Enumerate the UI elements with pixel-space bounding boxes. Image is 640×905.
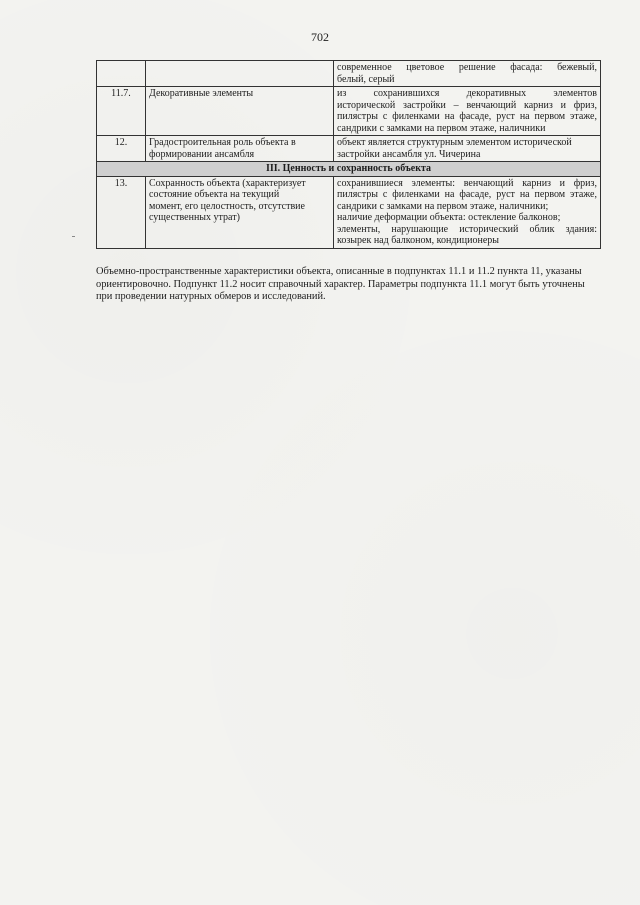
row-number-cell: [97, 61, 146, 87]
cell-line: сандрики с замками на первом этаже, наличники;: [337, 200, 549, 212]
scan-mark: [72, 236, 75, 237]
cell-line: современное цветовое решение фасада: бежевый,: [337, 62, 597, 73]
cell-line: объект является структурным элементом исторической: [337, 137, 572, 148]
footnote-line: при проведении натурных обмеров и исследований.: [96, 291, 326, 302]
table-row: [97, 61, 601, 87]
cell-line: Декоративные элементы: [149, 88, 254, 99]
row-number-cell: 12.: [97, 136, 146, 162]
object-characteristics-table: [96, 60, 601, 249]
cell-line: пилястры с филенками на фасаде, руст на первом этаже,: [337, 111, 597, 122]
footnote-line: ориентировочно. Подпункт 11.2 носит справочный характер. Параметры подпункта 11.1 могут быть уточнены: [96, 278, 585, 290]
cell-line: формировании ансамбля: [149, 148, 255, 160]
cell-line: наличие деформации объекта: остекление балконов;: [337, 212, 561, 223]
section-header-row: [97, 162, 601, 177]
cell-line: сандрики с замками на первом этаже, наличники: [337, 122, 546, 134]
cell-line: козырек над балконом, кондиционеры: [337, 235, 499, 246]
table-row: [97, 87, 601, 136]
cell-line: из сохранившихся декоративных элементов: [337, 88, 597, 99]
cell-line: момент, его целостность, отсутствие: [149, 200, 305, 212]
page-number: 702: [311, 30, 329, 44]
cell-line: Сохранность объекта (характеризует: [149, 177, 306, 189]
row-value-cell: [334, 136, 601, 162]
row-name-cell: [146, 176, 334, 248]
cell-line: застройки ансамбля ул. Чичерина: [337, 148, 481, 160]
cell-line: Градостроительная роль объекта в: [149, 137, 296, 148]
footnote-line: Объемно-пространственные характеристики объекта, описанные в подпунктах 11.1 и 11.2 пункта 11, указаны: [96, 266, 582, 277]
cell-line: пилястры с филенками на фасаде, руст на первом этаже,: [337, 189, 597, 200]
cell-line: состояние объекта на текущий: [149, 189, 280, 200]
row-number-cell: 13.: [97, 176, 146, 248]
cell-line: элементы, нарушающие исторический облик здания:: [337, 223, 597, 235]
table-row: [97, 136, 601, 162]
row-value-cell: [334, 61, 601, 87]
cell-line: существенных утрат): [149, 212, 240, 223]
row-value-cell: [334, 176, 601, 248]
cell-line: исторической застройки – венчающий карниз и фриз,: [337, 99, 597, 111]
row-name-cell: [146, 61, 334, 87]
footnote-paragraph: [96, 266, 600, 304]
row-name-cell: [146, 136, 334, 162]
table-row: [97, 176, 601, 248]
row-value-cell: [334, 87, 601, 136]
section-title: III. Ценность и сохранность объекта: [97, 162, 601, 177]
cell-line: белый, серый: [337, 73, 395, 85]
row-name-cell: [146, 87, 334, 136]
row-number-cell: 11.7.: [97, 87, 146, 136]
cell-line: сохранившиеся элементы: венчающий карниз и фриз,: [337, 177, 597, 189]
